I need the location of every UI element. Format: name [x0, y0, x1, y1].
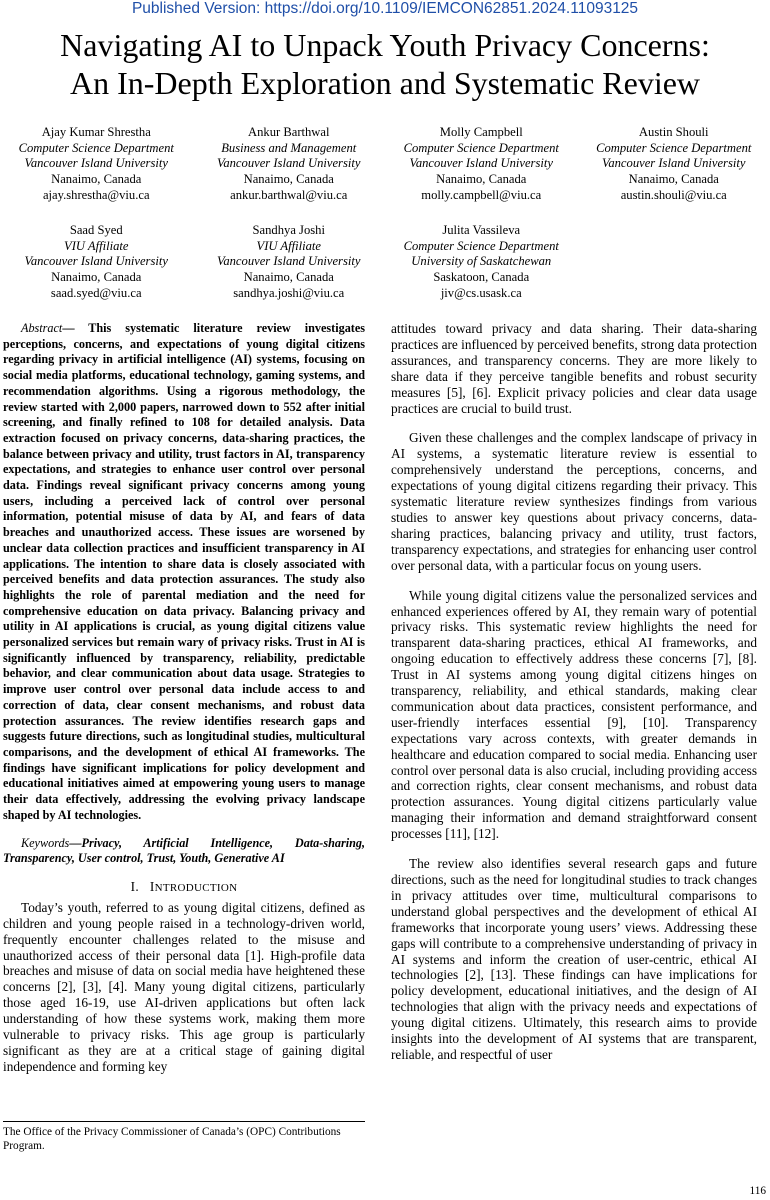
author-block: [0, 223, 193, 302]
footnote: The Office of the Privacy Commissioner of Canada’s (OPC) Contributions Program.: [3, 1126, 341, 1152]
author-name: Molly Campbell: [439, 125, 523, 139]
keywords-dash: —: [69, 835, 82, 850]
author-row-2: [0, 223, 770, 302]
author-name: Sandhya Joshi: [252, 223, 325, 237]
author-affiliation: Business and Management: [221, 140, 357, 155]
author-location: Saskatoon, Canada: [433, 270, 530, 285]
keywords: [3, 836, 365, 867]
left-column: [3, 321, 365, 1075]
title-line-2: An In-Depth Exploration and Systematic Review: [69, 65, 701, 101]
author-location: Nanaimo, Canada: [628, 172, 719, 187]
intro-paragraph-1: Today’s youth, referred to as young digital citizens, defined as children and young people raised in a technology-driven world, frequently encounter challenges related to the misuse and unauthorized access of their personal data [1]. High-profile data breaches and misuse of data on social media have heightened these concerns [2], [3], [4]. Many young digital citizens, particularly those aged 16-19, use AI-driven applications but often lack understanding of how these systems work, making them more vulnerable to privacy risks. This age group is particularly significant as they are at a critical stage of gaining digital independence and forming key: [3, 899, 365, 1074]
page-number: 116: [749, 1185, 766, 1197]
author-affiliation: Computer Science Department: [403, 238, 559, 253]
author-email[interactable]: saad.syed@viu.ca: [50, 285, 142, 300]
author-affiliation: Computer Science Department: [596, 140, 752, 155]
author-block: [193, 125, 386, 204]
abstract-dash: —: [62, 321, 89, 335]
author-name: Austin Shouli: [638, 125, 709, 139]
section-heading-introduction: [3, 879, 365, 897]
section-title-rest: NTRODUCTION: [154, 881, 238, 894]
author-institution: Vancouver Island University: [24, 254, 168, 269]
author-affiliation: Computer Science Department: [18, 140, 174, 155]
author-email[interactable]: austin.shouli@viu.ca: [620, 187, 727, 202]
abstract-label: Abstract: [21, 321, 63, 335]
title-line-1: Navigating AI to Unpack Youth Privacy Concerns:: [60, 27, 710, 63]
author-block: [385, 223, 578, 302]
author-location: Nanaimo, Canada: [243, 270, 334, 285]
abstract-text: This systematic literature review investigates perceptions, concerns, and expectations of young digital citizens regarding privacy in artificial intelligence (AI) systems, focusing on social media platforms, educational technology, gaming systems, and recommendation algorithms. Using a rigorous methodology, the review started with 2,000 papers, narrowed down to 552 after initial screening, and finally refined to 108 for detailed analysis. Data extraction focused on privacy concerns, data-sharing practices, the balance between privacy and utility, trust factors in AI, transparency expectations, and strategies to enhance user control over personal data. Findings reveal significant privacy concerns among young users, including a perceived lack of control over personal information, potential misuse of data by AI, and fears of data breaches and unauthorized access. These issues are worsened by unclear data collection practices and insufficient transparency in AI applications. The intention to share data is closely associated with perceived benefits and data protection assurances. The study also highlights the role of parental mediation and the need for comprehensive education on data privacy. Balancing privacy and utility in AI applications is crucial, as young digital citizens value personalized services but remain wary of privacy risks. Trust in AI is significantly influenced by transparency, reliability, predictable behavior, and clear communication about data usage. Strategies to improve user control over personal data include access to and correction of data, clear consent mechanisms, and robust data protection assurances. The review identifies research gaps and suggests future directions, such as longitudinal studies, multicultural comparisons, and the development of ethical AI frameworks. The findings have significant implications for policy development and educational initiatives aimed at empowering young users to manage their data effectively, addressing the evolving privacy landscape shaped by AI technologies.: [3, 321, 366, 822]
published-version-link[interactable]: Published Version: https://doi.org/10.1109/IEMCON62851.2024.11093125: [131, 0, 639, 17]
right-column: [391, 321, 757, 1063]
author-block: [0, 125, 193, 204]
keywords-label: Keywords: [21, 835, 70, 850]
author-location: Nanaimo, Canada: [51, 172, 142, 187]
author-institution: Vancouver Island University: [24, 156, 168, 171]
abstract: [3, 321, 365, 824]
author-row-1: [0, 125, 770, 204]
author-location: Nanaimo, Canada: [51, 270, 142, 285]
author-block: [193, 223, 386, 302]
intro-paragraph-3: Given these challenges and the complex landscape of privacy in AI systems, a systematic literature review is essential to comprehensively understand the perceptions, concerns, and expectations of young digital citizens regarding their privacy. This systematic literature review synthesizes findings from various studies to answer key questions about privacy concerns, data-sharing practices, balancing privacy and utility, trust factors, transparency expectations, and strategies for enhancing user control over personal data, with a particular focus on young users.: [391, 430, 757, 573]
author-email[interactable]: sandhya.joshi@viu.ca: [233, 285, 345, 300]
author-institution: Vancouver Island University: [217, 156, 361, 171]
author-location: Nanaimo, Canada: [243, 172, 334, 187]
author-name: Ankur Barthwal: [248, 125, 330, 139]
intro-paragraph-4: While young digital citizens value the personalized services and enhanced experiences offered by AI, they remain wary of potential privacy risks. This systematic review highlights the need for transparent data-sharing practices, ethical AI frameworks, and ongoing education to effectively address these concerns [7], [8]. Trust in AI systems among young digital citizens hinges on transparency, reliability, and ethical standards, making clear communication about data practices, consistent performance, and user-friendly interfaces essential [9], [10]. Transparency expectations vary across contexts, with greater demands in healthcare and education compared to social media. Enhancing user control over personal data is also crucial, including providing access and correction rights, clear consent mechanisms, and robust data protection assurances. Young digital citizens particularly value managing their information and demand straightforward consent processes [11], [12].: [391, 587, 757, 842]
author-location: Nanaimo, Canada: [436, 172, 527, 187]
author-email[interactable]: ankur.barthwal@viu.ca: [230, 187, 348, 202]
author-institution: Vancouver Island University: [409, 156, 553, 171]
author-name: Ajay Kumar Shrestha: [41, 125, 151, 139]
author-block: [578, 125, 770, 204]
intro-paragraph-2: attitudes toward privacy and data sharing. Their data-sharing practices are influenced by perceived benefits, strong data protection assurances, and transparency concerns. They are more likely to share data if they perceive tangible benefits and robust security measures [5], [6]. Explicit privacy policies and clear data usage practices are crucial to build trust.: [391, 321, 757, 416]
author-institution: University of Saskatchewan: [411, 254, 552, 269]
keywords-text: Privacy, Artificial Intelligence, Data-sharing, Transparency, User control, Trust, Youth, Generative AI: [3, 835, 365, 866]
intro-paragraph-5: The review also identifies several research gaps and future directions, such as the need for longitudinal studies to track changes in privacy attitudes over time, multicultural comparisons to understand global perspectives and the development of ethical AI frameworks that incorporate young users’ views. Addressing these gaps will contribute to a comprehensive understanding of privacy in AI systems and inform the creation of user-centric, ethical AI technologies [2], [13]. These findings can have implications for policy development, educational initiatives, and the design of AI technologies that align with the privacy needs and expectations of young digital citizens. Ultimately, this research aims to provide insights into the development of AI systems that are transparent, reliable, and respectful of user: [391, 856, 757, 1062]
author-affiliation: VIU Affiliate: [256, 238, 321, 253]
author-name: Julita Vassileva: [442, 223, 521, 237]
author-email[interactable]: jiv@cs.usask.ca: [440, 285, 522, 300]
author-email[interactable]: ajay.shrestha@viu.ca: [42, 187, 150, 202]
author-affiliation: VIU Affiliate: [64, 238, 129, 253]
author-institution: Vancouver Island University: [217, 254, 361, 269]
paper-title: [0, 26, 770, 102]
author-block: [385, 125, 578, 204]
footnote-divider: [3, 1121, 365, 1122]
author-affiliation: Computer Science Department: [403, 140, 559, 155]
author-email[interactable]: molly.campbell@viu.ca: [421, 187, 542, 202]
section-title-first-letter: I: [149, 878, 155, 894]
author-institution: Vancouver Island University: [602, 156, 746, 171]
section-number: I.: [130, 878, 139, 894]
author-name: Saad Syed: [69, 223, 123, 237]
